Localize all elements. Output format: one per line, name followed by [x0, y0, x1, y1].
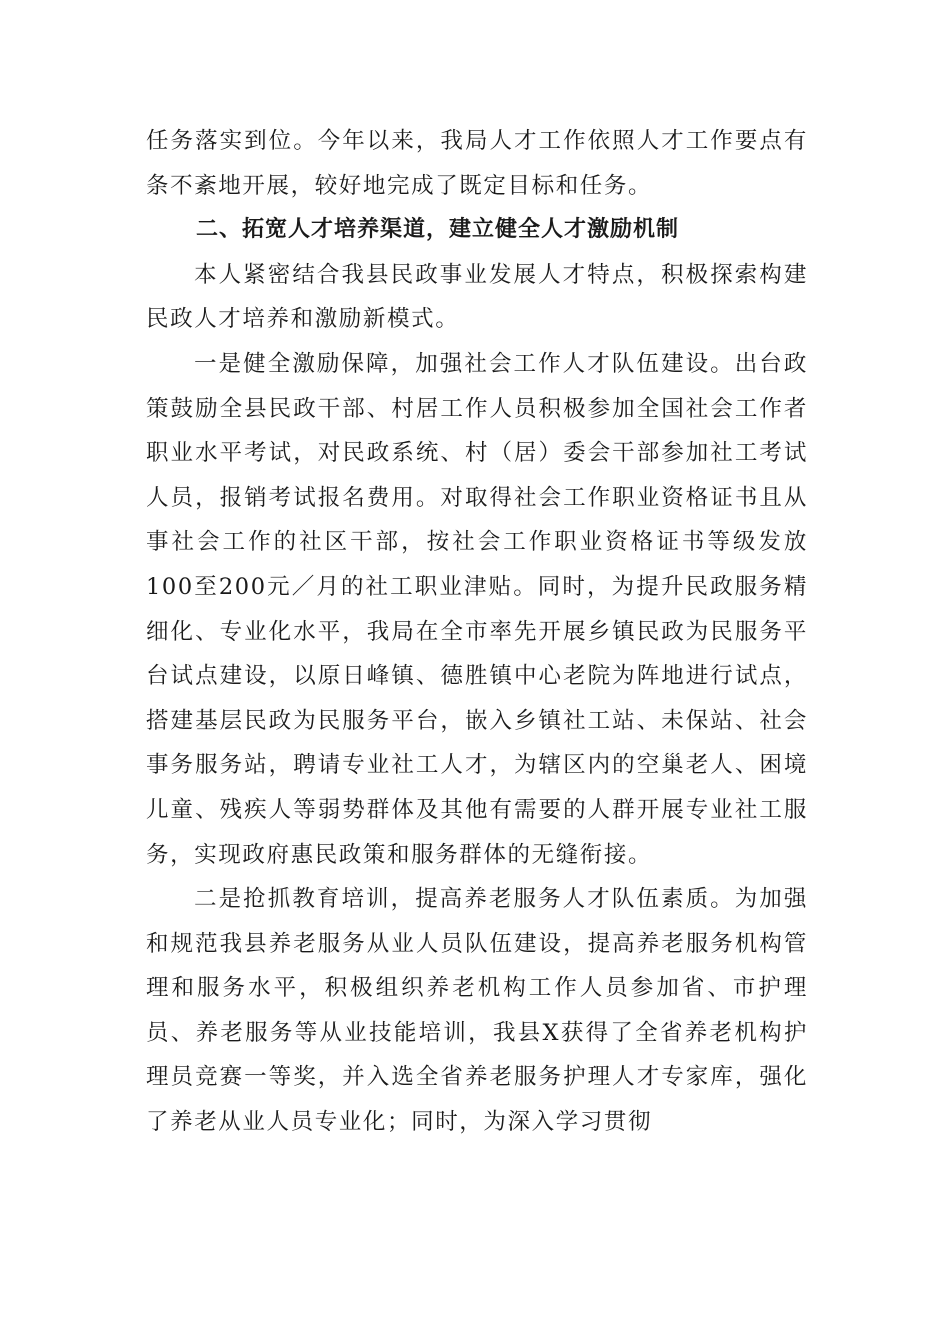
- paragraph-incentive-guarantee: 一是健全激励保障，加强社会工作人才队伍建设。出台政策鼓励全县民政干部、村居工作人员积极参加全国社会工作者职业水平考试，对民政系统、村（居）委会干部参加社工考试人员，报销考试报名费用。对取得社会工作职业资格证书且从事社会工作的社区干部，按社会工作职业资格证书等级发放100至200元／月的社工职业津贴。同时，为提升民政服务精细化、专业化水平，我局在全市率先开展乡镇民政为民服务平台试点建设，以原日峰镇、德胜镇中心老院为阵地进行试点，搭建基层民政为民服务平台，嵌入乡镇社工站、未保站、社会事务服务站，聘请专业社工人才，为辖区内的空巢老人、困境儿童、残疾人等弱势群体及其他有需要的人群开展专业社工服务，实现政府惠民政策和服务群体的无缝衔接。: [146, 350, 808, 868]
- paragraph-section-intro: 本人紧密结合我县民政事业发展人才特点，积极探索构建民政人才培养和激励新模式。: [146, 261, 808, 333]
- section-heading: 二、拓宽人才培养渠道，建立健全人才激励机制: [196, 217, 680, 243]
- document-body: [146, 119, 808, 1145]
- paragraph-education-training: 二是抢抓教育培训，提高养老服务人才队伍素质。为加强和规范我县养老服务从业人员队伍建设，提高养老服务机构管理和服务水平，积极组织养老机构工作人员参加省、市护理员、养老服务等从业技能培训，我县X获得了全省养老机构护理员竞赛一等奖，并入选全省养老服务护理人才专家库，强化了养老从业人员专业化；同时，为深入学习贯彻: [146, 886, 808, 1136]
- paragraph-intro-continuation: 任务落实到位。今年以来，我局人才工作依照人才工作要点有条不紊地开展，较好地完成了既定目标和任务。: [146, 128, 808, 199]
